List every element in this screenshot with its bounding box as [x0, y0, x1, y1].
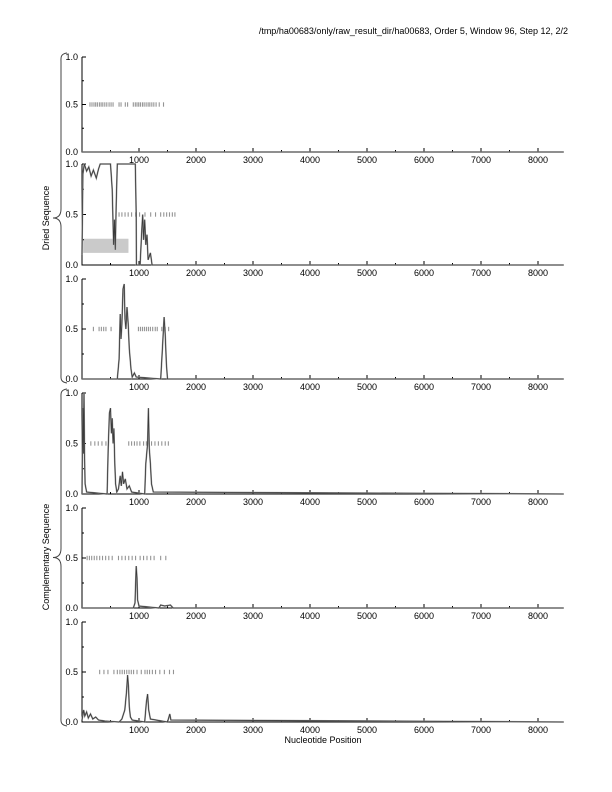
x-tick-label: 5000: [356, 611, 378, 621]
trace-shadow: [82, 675, 564, 722]
x-tick-label: 1000: [128, 497, 150, 507]
x-tick-label: 7000: [470, 382, 492, 392]
x-tick-label: 2000: [185, 268, 207, 278]
x-tick-label: 7000: [470, 611, 492, 621]
trace-shadow: [82, 284, 564, 379]
x-tick-label: 4000: [299, 497, 321, 507]
trace-line: [82, 284, 564, 379]
y-tick-label: 1.0: [65, 159, 78, 169]
y-tick-label: 0.0: [65, 147, 78, 157]
axis-frame: [82, 622, 564, 722]
subplot-complementary-3: [65, 617, 563, 735]
axis-frame: [82, 393, 564, 494]
axis-frame: [82, 279, 564, 379]
x-tick-label: 2000: [185, 497, 207, 507]
trace-line: [82, 393, 564, 494]
y-tick-label: 0.5: [65, 324, 78, 334]
x-tick-label: 7000: [470, 725, 492, 735]
x-tick-label: 6000: [413, 155, 435, 165]
x-tick-label: 3000: [242, 268, 264, 278]
x-tick-label: 3000: [242, 155, 264, 165]
x-tick-label: 5000: [356, 268, 378, 278]
y-tick-label: 0.0: [65, 374, 78, 384]
x-tick-label: 7000: [470, 497, 492, 507]
y-tick-label: 0.5: [65, 209, 78, 220]
x-tick-label: 8000: [527, 155, 549, 165]
x-tick-label: 3000: [242, 725, 264, 735]
y-tick-label: 0.5: [65, 667, 78, 677]
x-tick-label: 2000: [185, 155, 207, 165]
trace-line: [82, 566, 564, 608]
x-tick-label: 6000: [413, 497, 435, 507]
trace-shadow: [82, 164, 564, 265]
x-tick-label: 6000: [413, 382, 435, 392]
x-tick-label: 8000: [527, 497, 549, 507]
x-tick-label: 5000: [356, 497, 378, 507]
subplot-dried-2: [65, 159, 563, 278]
y-tick-label: 0.5: [65, 99, 78, 110]
y-tick-label: 0.0: [65, 489, 78, 499]
y-tick-label: 1.0: [65, 52, 78, 62]
group-label-complementary-sequence: Complementary Sequence: [41, 503, 51, 611]
x-tick-label: 3000: [242, 611, 264, 621]
x-tick-label: 2000: [185, 382, 207, 392]
x-tick-label: 8000: [527, 611, 549, 621]
subplot-dried-1: [65, 52, 563, 165]
highlight-region: [83, 239, 128, 253]
axis-frame: [82, 164, 564, 265]
subplot-complementary-1: [65, 388, 563, 507]
x-tick-label: 4000: [299, 268, 321, 278]
x-tick-label: 4000: [299, 382, 321, 392]
x-tick-label: 6000: [413, 268, 435, 278]
x-tick-label: 3000: [242, 382, 264, 392]
y-tick-label: 1.0: [65, 274, 78, 284]
x-tick-label: 5000: [356, 725, 378, 735]
group-label-dried-sequence: Dried Sequence: [41, 185, 51, 251]
x-tick-label: 1000: [128, 382, 150, 392]
trace-shadow: [82, 393, 564, 494]
x-tick-label: 2000: [185, 725, 207, 735]
trace-line: [82, 164, 564, 265]
x-tick-label: 6000: [413, 725, 435, 735]
trace-line: [82, 675, 564, 722]
y-tick-label: 0.0: [65, 260, 78, 270]
x-tick-label: 7000: [470, 155, 492, 165]
y-tick-label: 1.0: [65, 388, 78, 398]
y-tick-label: 1.0: [65, 503, 78, 513]
x-axis-label: Nucleotide Position: [284, 735, 362, 745]
x-tick-label: 1000: [128, 611, 150, 621]
x-tick-label: 5000: [356, 382, 378, 392]
x-tick-label: 7000: [470, 268, 492, 278]
y-tick-label: 0.5: [65, 553, 78, 563]
x-tick-label: 1000: [128, 155, 150, 165]
plot-title: /tmp/ha00683/only/raw_result_dir/ha00683, Order 5, Window 96, Step 12, 2/2: [258, 26, 568, 36]
x-tick-label: 5000: [356, 155, 378, 165]
x-tick-label: 1000: [128, 725, 150, 735]
x-tick-label: 4000: [299, 611, 321, 621]
y-tick-label: 0.5: [65, 438, 78, 449]
x-tick-label: 6000: [413, 611, 435, 621]
x-tick-label: 2000: [185, 611, 207, 621]
x-tick-label: 8000: [527, 382, 549, 392]
x-tick-label: 3000: [242, 497, 264, 507]
x-tick-label: 8000: [527, 268, 549, 278]
x-tick-label: 8000: [527, 725, 549, 735]
subplot-complementary-2: [65, 503, 563, 621]
y-tick-label: 1.0: [65, 617, 78, 627]
x-tick-label: 1000: [128, 268, 150, 278]
y-tick-label: 0.0: [65, 717, 78, 727]
trace-shadow: [82, 566, 564, 608]
x-tick-label: 4000: [299, 155, 321, 165]
y-tick-label: 0.0: [65, 603, 78, 613]
subplot-dried-3: [65, 274, 563, 392]
x-tick-label: 4000: [299, 725, 321, 735]
